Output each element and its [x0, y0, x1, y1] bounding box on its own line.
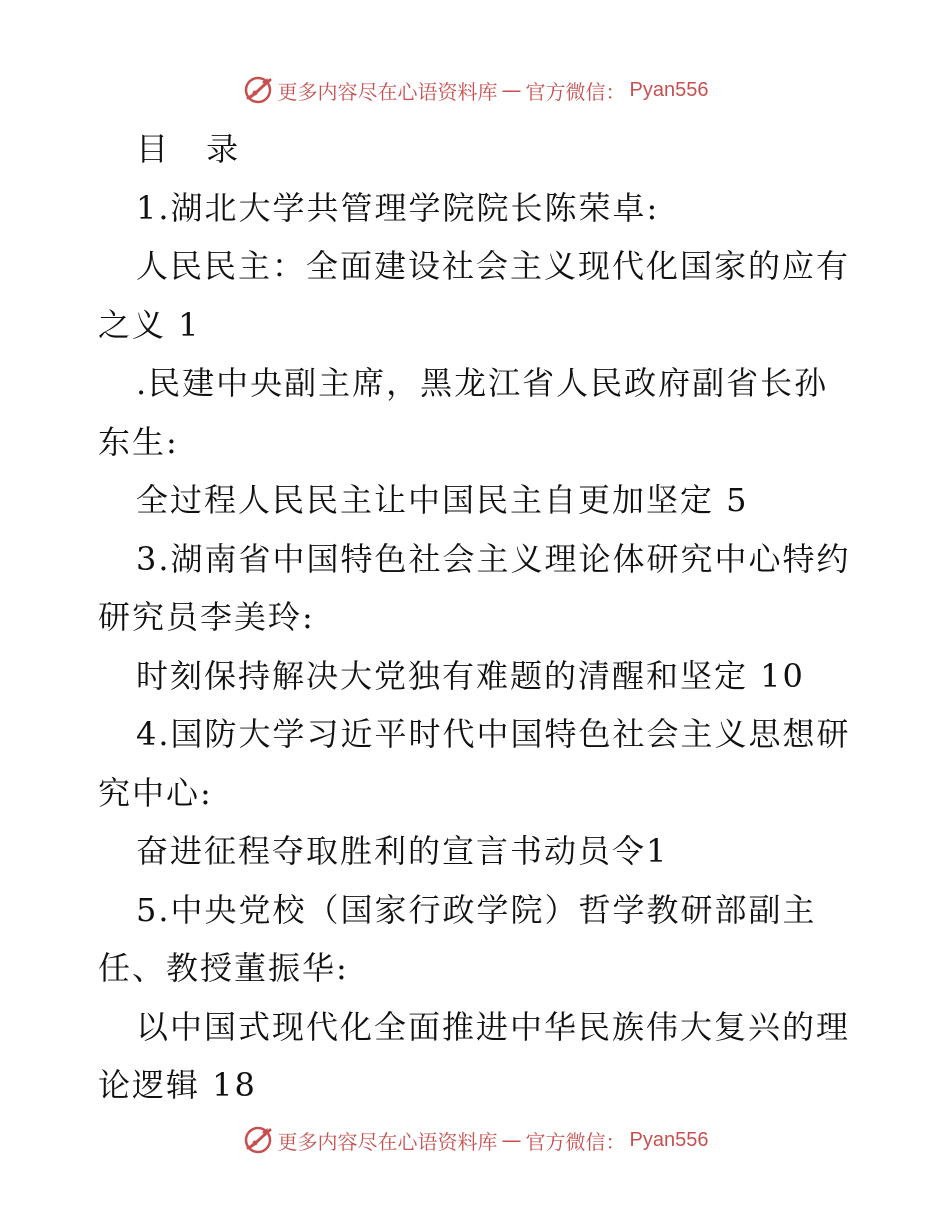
toc-line-5: 东生: — [98, 422, 179, 461]
footer-banner-wechat-id: Pyan556 — [629, 1128, 709, 1151]
toc-line-9: 时刻保持解决大党独有难题的清醒和坚定 10 — [136, 656, 805, 695]
toc-title: 目 录 — [136, 130, 253, 168]
header-banner-content — [242, 74, 709, 106]
toc-line-2: 人民民主：全面建设社会主义现代化国家的应有 — [136, 247, 851, 285]
header-banner-separator: — — [501, 78, 522, 102]
pen-nib-logo-icon — [242, 74, 274, 106]
footer-banner — [0, 1120, 950, 1160]
header-banner-text: 更多内容尽在心语资料库 — [277, 79, 498, 104]
pen-nib-logo-icon — [242, 1124, 274, 1156]
toc-line-11: 究中心: — [98, 773, 213, 812]
footer-banner-wechat-label: 官方微信： — [525, 1129, 626, 1154]
toc-line-10: 4.国防大学习近平时代中国特色社会主义思想研 — [136, 715, 851, 753]
footer-banner-separator: — — [501, 1128, 522, 1152]
toc-line-16: 论逻辑 18 — [98, 1066, 257, 1104]
header-banner-wechat-label: 官方微信： — [525, 79, 626, 104]
toc-line-12: 奋进征程夺取胜利的宣言书动员令1 — [136, 832, 669, 870]
toc-line-14: 任、教授董振华: — [98, 949, 349, 987]
toc-document — [98, 120, 858, 1115]
footer-banner-text: 更多内容尽在心语资料库 — [277, 1129, 498, 1154]
toc-line-15: 以中国式现代化全面推进中华民族伟大复兴的理 — [136, 1007, 851, 1046]
footer-banner-content — [242, 1124, 709, 1156]
header-banner-wechat-id: Pyan556 — [629, 78, 709, 101]
header-banner — [0, 70, 950, 110]
toc-line-8: 研究员李美玲: — [98, 598, 315, 636]
toc-line-7: 3.湖南省中国特色社会主义理论体研究中心特约 — [136, 539, 851, 578]
toc-line-4: .民建中央副主席，黑龙江省人民政府副省长孙 — [136, 364, 829, 402]
toc-line-3: 之义 1 — [98, 305, 201, 344]
toc-line-6: 全过程人民民主让中国民主自更加坚定 5 — [136, 481, 749, 519]
toc-line-13: 5.中央党校（国家行政学院）哲学教研部副主 — [136, 890, 817, 929]
toc-line-1: 1.湖北大学共管理学院院长陈荣卓: — [136, 188, 660, 227]
